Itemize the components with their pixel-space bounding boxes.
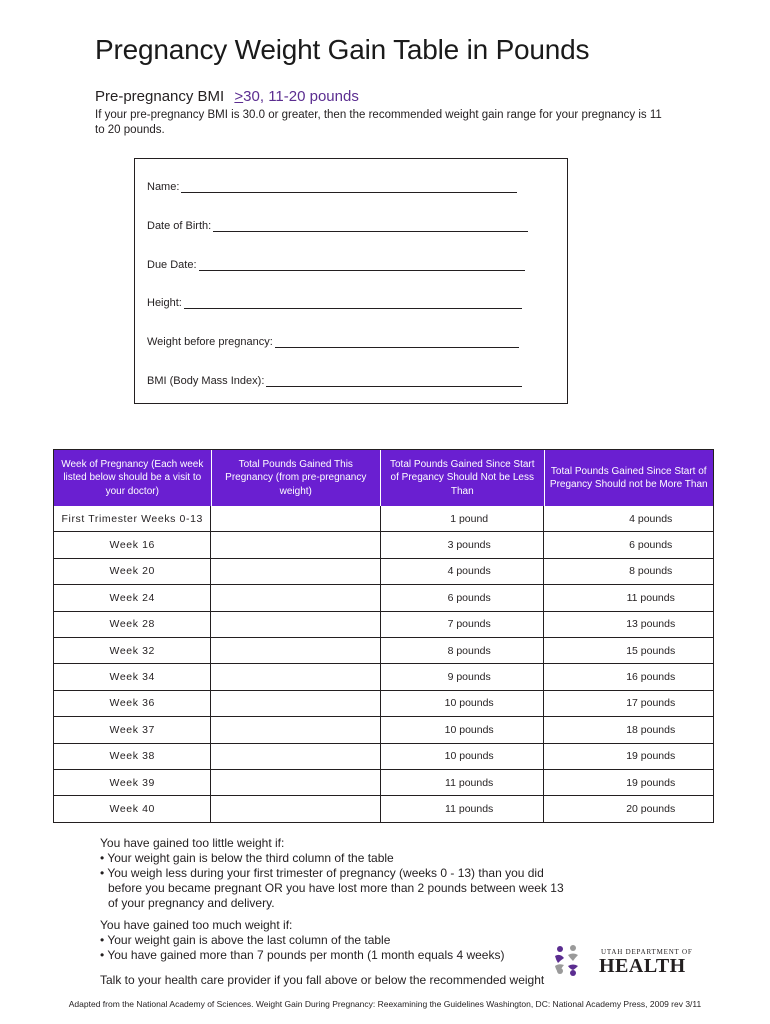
table-row bbox=[53, 532, 714, 558]
table-body bbox=[53, 506, 714, 823]
min-cell: 10 pounds bbox=[380, 691, 544, 716]
header-min: Total Pounds Gained Since Start of Pregancy Should Not be Less Than bbox=[380, 450, 544, 506]
bmi-value bbox=[234, 88, 358, 105]
max-cell: 13 pounds bbox=[543, 612, 713, 637]
footer-citation: Adapted from the National Academy of Sciences. Weight Gain During Pregnancy: Reexamining the Guidelines Washington, DC: National Academy Press, 2009 rev 3/11 bbox=[68, 999, 702, 1009]
min-cell: 3 pounds bbox=[380, 532, 544, 557]
height-field[interactable] bbox=[147, 297, 522, 309]
gained-cell[interactable] bbox=[210, 796, 379, 821]
table-row bbox=[53, 691, 714, 717]
due-date-field[interactable] bbox=[147, 259, 525, 271]
name-field[interactable] bbox=[147, 181, 517, 193]
max-cell: 11 pounds bbox=[543, 585, 713, 610]
bmi-label: Pre-pregnancy BMI bbox=[95, 88, 225, 105]
gained-cell[interactable] bbox=[210, 770, 379, 795]
min-cell: 9 pounds bbox=[380, 664, 544, 689]
min-cell: 11 pounds bbox=[380, 770, 544, 795]
weight-gain-table bbox=[53, 449, 714, 823]
gained-cell[interactable] bbox=[210, 506, 379, 531]
gained-cell[interactable] bbox=[210, 532, 379, 557]
utah-health-logo bbox=[553, 944, 693, 978]
week-cell: Week 32 bbox=[109, 644, 155, 657]
table-row bbox=[53, 585, 714, 611]
bmi-line bbox=[95, 88, 359, 105]
name-line[interactable] bbox=[181, 181, 517, 193]
table-row bbox=[53, 612, 714, 638]
table-row bbox=[53, 796, 714, 822]
intro-text: If your pre-pregnancy BMI is 30.0 or greater, then the recommended weight gain range for your pregnancy is 11 to 20 pounds. bbox=[95, 109, 662, 136]
name-label: Name: bbox=[147, 181, 180, 193]
gained-cell[interactable] bbox=[210, 744, 379, 769]
max-cell: 16 pounds bbox=[543, 664, 713, 689]
height-label: Height: bbox=[147, 297, 182, 309]
max-cell: 19 pounds bbox=[543, 744, 713, 769]
max-cell: 17 pounds bbox=[543, 691, 713, 716]
week-cell: Week 28 bbox=[109, 618, 155, 631]
week-cell: Week 24 bbox=[109, 591, 155, 604]
too-much-heading: You have gained too much weight if: bbox=[100, 918, 293, 932]
max-cell: 6 pounds bbox=[543, 532, 713, 557]
weight-before-line[interactable] bbox=[275, 336, 519, 348]
bmi-symbol: > bbox=[234, 88, 244, 105]
max-cell: 4 pounds bbox=[543, 506, 713, 531]
max-cell: 19 pounds bbox=[543, 770, 713, 795]
min-cell: 10 pounds bbox=[380, 717, 544, 742]
table-header bbox=[53, 449, 714, 506]
page-title: Pregnancy Weight Gain Table in Pounds bbox=[95, 34, 590, 65]
bmi-field[interactable] bbox=[147, 375, 522, 387]
week-cell: First Trimester Weeks 0-13 bbox=[61, 512, 203, 525]
min-cell: 7 pounds bbox=[380, 612, 544, 637]
table-row bbox=[53, 638, 714, 664]
logo-health: HEALTH bbox=[599, 955, 686, 977]
table-row bbox=[53, 770, 714, 796]
min-cell: 10 pounds bbox=[380, 744, 544, 769]
week-cell: Week 37 bbox=[109, 723, 155, 736]
due-date-line[interactable] bbox=[199, 259, 525, 271]
dob-field[interactable] bbox=[147, 220, 528, 232]
utah-health-people-icon bbox=[553, 944, 597, 978]
weight-before-field[interactable] bbox=[147, 336, 519, 348]
table-row bbox=[53, 744, 714, 770]
too-much-item: • You have gained more than 7 pounds per month (1 month equals 4 weeks) bbox=[100, 948, 570, 963]
due-date-label: Due Date: bbox=[147, 259, 197, 271]
gained-cell[interactable] bbox=[210, 585, 379, 610]
patient-info-form bbox=[134, 158, 568, 404]
week-cell: Week 16 bbox=[109, 539, 155, 552]
notes bbox=[100, 836, 570, 988]
talk-note: Talk to your health care provider if you fall above or below the recommended weight bbox=[100, 973, 545, 987]
header-week: Week of Pregnancy (Each week listed below should be a visit to your doctor) bbox=[54, 450, 211, 506]
min-cell: 11 pounds bbox=[380, 796, 544, 821]
height-line[interactable] bbox=[184, 297, 522, 309]
week-cell: Week 40 bbox=[109, 802, 155, 815]
bmi-field-line[interactable] bbox=[266, 375, 522, 387]
bmi-range: 30, 11-20 pounds bbox=[243, 88, 359, 105]
too-much-item: • Your weight gain is above the last column of the table bbox=[100, 933, 570, 948]
min-cell: 1 pound bbox=[380, 506, 544, 531]
max-cell: 20 pounds bbox=[543, 796, 713, 821]
gained-cell[interactable] bbox=[210, 664, 379, 689]
dob-line[interactable] bbox=[213, 220, 528, 232]
dob-label: Date of Birth: bbox=[147, 220, 212, 232]
table-row bbox=[53, 717, 714, 743]
gained-cell[interactable] bbox=[210, 612, 379, 637]
too-little-heading: You have gained too little weight if: bbox=[100, 836, 285, 850]
too-little-item: • Your weight gain is below the third column of the table bbox=[100, 851, 570, 866]
min-cell: 4 pounds bbox=[380, 559, 544, 584]
max-cell: 8 pounds bbox=[543, 559, 713, 584]
gained-cell[interactable] bbox=[210, 691, 379, 716]
table-row bbox=[53, 559, 714, 585]
weight-before-label: Weight before pregnancy: bbox=[147, 336, 273, 348]
gained-cell[interactable] bbox=[210, 638, 379, 663]
max-cell: 15 pounds bbox=[543, 638, 713, 663]
week-cell: Week 36 bbox=[109, 697, 155, 710]
week-cell: Week 39 bbox=[109, 776, 155, 789]
week-cell: Week 20 bbox=[109, 565, 155, 578]
week-cell: Week 38 bbox=[109, 750, 155, 763]
min-cell: 6 pounds bbox=[380, 585, 544, 610]
table-row bbox=[53, 506, 714, 532]
too-little-item: • You weigh less during your first trimester of pregnancy (weeks 0 - 13) than you did before you became pregnant OR you have lost more than 2 pounds between week 13 of your pregnancy and delivery. bbox=[100, 866, 570, 911]
logo-dept: UTAH DEPARTMENT OF bbox=[601, 948, 693, 956]
gained-cell[interactable] bbox=[210, 559, 379, 584]
too-little-list bbox=[100, 851, 570, 911]
table-row bbox=[53, 664, 714, 690]
bmi-field-label: BMI (Body Mass Index): bbox=[147, 375, 265, 387]
header-max: Total Pounds Gained Since Start of Pregancy Should not be More Than bbox=[544, 450, 713, 506]
week-cell: Week 34 bbox=[109, 671, 155, 684]
max-cell: 18 pounds bbox=[543, 717, 713, 742]
too-much-list bbox=[100, 933, 570, 963]
min-cell: 8 pounds bbox=[380, 638, 544, 663]
header-gained: Total Pounds Gained This Pregnancy (from pre-pregnancy weight) bbox=[211, 450, 380, 506]
gained-cell[interactable] bbox=[210, 717, 379, 742]
